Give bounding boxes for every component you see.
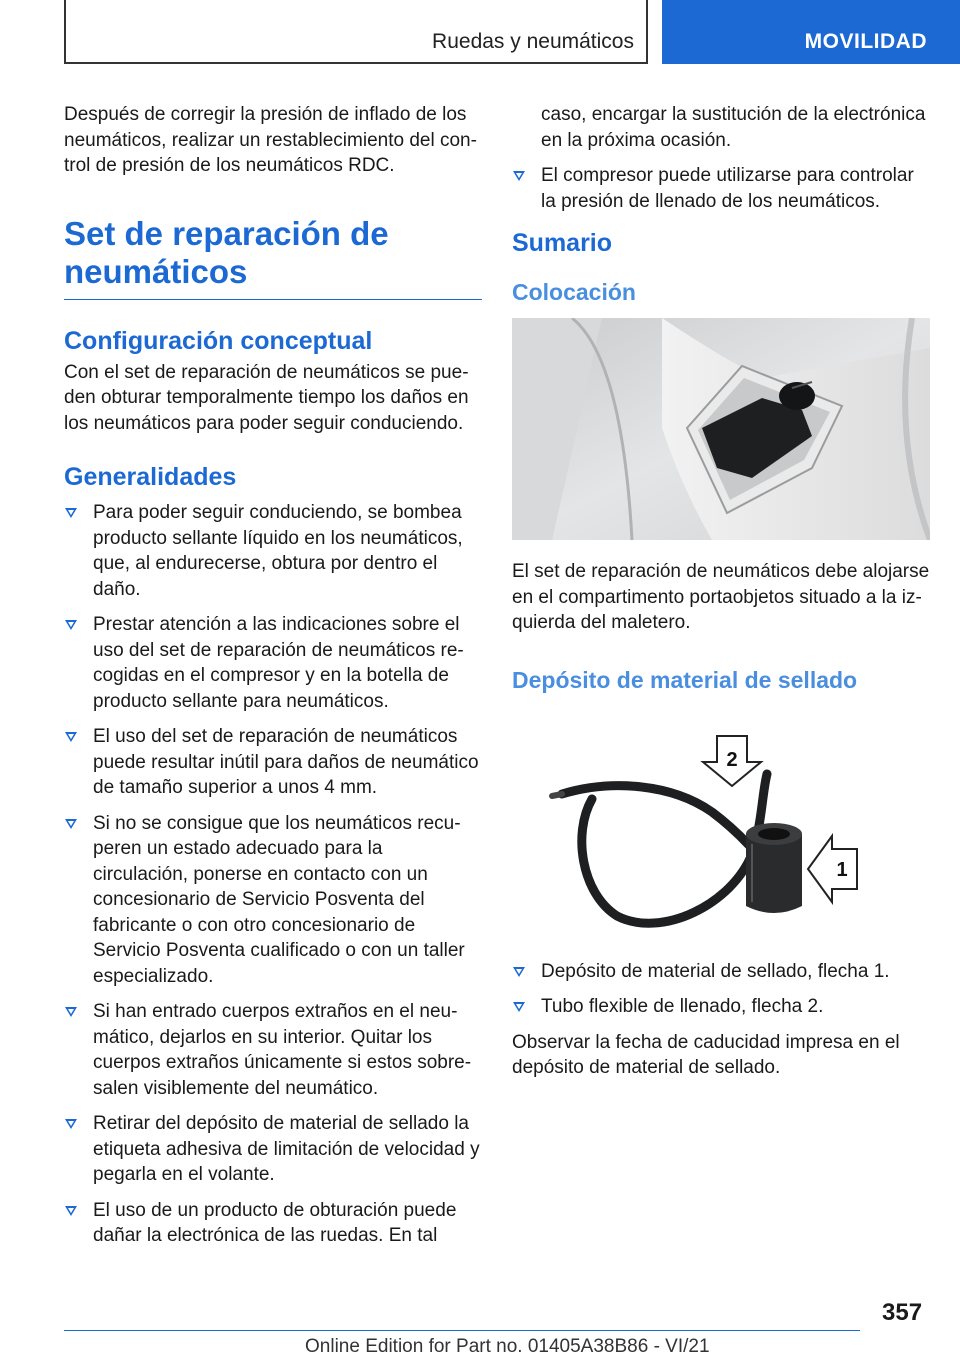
general-bullet-list	[64, 500, 482, 1249]
trunk-compartment-photo	[512, 318, 930, 540]
placement-paragraph: El set de reparación de neumáticos debe alojarse en el compartimento portaobjetos situado a la izquierda del maletero.	[512, 561, 930, 633]
expiry-paragraph: Observar la fecha de caducidad impresa en el depósito de material de sellado.	[512, 1031, 900, 1078]
arrow-2-label: 2	[726, 748, 738, 771]
list-item-text: El uso de un producto de obturación puede dañar la electrónica de las ruedas. En tal	[93, 1199, 457, 1246]
placement-heading: Colocación	[512, 279, 636, 305]
list-item	[512, 163, 930, 214]
arrow-1-label: 1	[836, 858, 848, 881]
list-item-text: El uso del set de reparación de neumáticos puede resultar inútil para daños de neumático de tamaño superior a unos 4 mm.	[93, 726, 479, 798]
list-item-text: Si han entrado cuerpos extraños en el neumático, dejarlos en su interior. Quitar los cuerpos extraños únicamente si estos sobresalen visiblemente del neumático.	[93, 1001, 472, 1099]
right-column	[512, 102, 930, 1081]
concept-heading: Configuración conceptual	[64, 326, 373, 355]
list-item-text: Si no se consigue que los neumáticos recuperen un estado adecuado para la circulación, ponerse en contacto con un concesionario de Servicio Posventa del fabricante o con otro concesionario de Servicio Posventa cualificado o con un taller especializado.	[93, 812, 465, 987]
bullet-triangle-icon	[513, 171, 525, 181]
list-item	[64, 500, 482, 602]
sealant-container-heading: Depósito de material de sellado	[512, 666, 858, 693]
sealant-container-diagram	[512, 724, 930, 934]
list-item	[64, 612, 482, 714]
intro-paragraph: Después de corregir la presión de inflado de los neumáticos, realizar un restablecimiento del control de presión de los neumáticos RDC.	[64, 104, 477, 176]
list-item-text: Retirar del depósito de material de sellado la etiqueta adhesiva de limitación de velocidad y pegarla en el volante.	[93, 1113, 480, 1185]
legend-bullet-list	[512, 959, 930, 1020]
header-chapter-tab	[662, 0, 960, 64]
list-item	[64, 811, 482, 990]
bullet-triangle-icon	[65, 1206, 77, 1216]
bullet-triangle-icon	[65, 508, 77, 518]
bullet-triangle-icon	[513, 967, 525, 977]
list-item-text: Prestar atención a las indicaciones sobre el uso del set de reparación de neumáticos recogidas en el compresor y en la botella de producto sellante para neumáticos.	[93, 614, 464, 712]
bullet-continuation: caso, encargar la sustitución de la electrónica en la próxima ocasión.	[541, 104, 926, 151]
general-heading: Generalidades	[64, 463, 237, 491]
chapter-title: MOVILIDAD	[804, 30, 927, 53]
list-item	[64, 999, 482, 1101]
bullet-triangle-icon	[65, 1119, 77, 1129]
summary-heading: Sumario	[512, 229, 613, 257]
list-item-text: Para poder seguir conduciendo, se bombea producto sellante líquido en los neumáticos, que, al endurecerse, obtura por dentro el daño.	[93, 502, 463, 600]
compressor-bullet-list	[512, 163, 930, 214]
section-title: Ruedas y neumáticos	[432, 30, 634, 53]
bullet-triangle-icon	[65, 1007, 77, 1017]
list-item	[512, 994, 930, 1020]
footer-edition-text: Online Edition for Part no. 01405A38B86 - VI/21	[305, 1336, 710, 1357]
list-item-text: El compresor puede utilizarse para controlar la presión de llenado de los neumáticos.	[541, 165, 914, 212]
list-item-text: Tubo flexible de llenado, flecha 2.	[541, 996, 824, 1017]
bullet-triangle-icon	[65, 620, 77, 630]
main-heading: Set de reparación de neumáticos	[64, 215, 482, 300]
bullet-triangle-icon	[65, 819, 77, 829]
page-number: 357	[882, 1299, 923, 1326]
arrow-1-icon	[808, 836, 857, 902]
list-item	[64, 724, 482, 801]
footer-divider	[64, 1330, 860, 1331]
list-item	[64, 1111, 482, 1188]
header-section-box	[64, 0, 648, 64]
list-item-text: Depósito de material de sellado, flecha 1.	[541, 960, 890, 982]
concept-paragraph: Con el set de reparación de neumáticos se pueden obturar temporalmente tiempo los daños en los neumáticos para poder seguir conduciendo.	[64, 361, 469, 434]
left-column	[64, 102, 482, 1259]
list-item	[512, 959, 930, 985]
bullet-triangle-icon	[65, 732, 77, 742]
bullet-triangle-icon	[513, 1002, 525, 1012]
list-item	[64, 1198, 482, 1249]
